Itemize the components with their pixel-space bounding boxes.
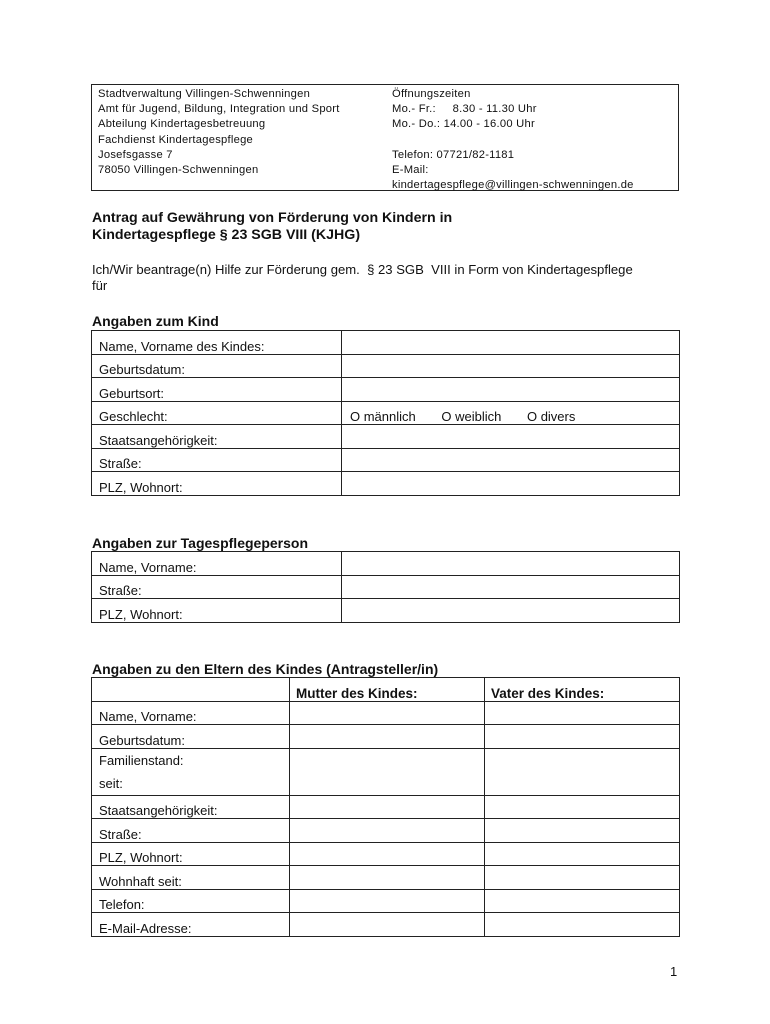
table-row	[92, 795, 680, 819]
table-row	[92, 599, 680, 623]
title-line-2: Kindertagespflege § 23 SGB VIII (KJHG)	[92, 227, 361, 243]
field-label: Name, Vorname des Kindes:	[92, 331, 342, 355]
field-label: Telefon:	[92, 889, 290, 913]
gender-diverse-option[interactable]: O divers	[526, 409, 576, 424]
email-label: E-Mail:	[392, 163, 429, 176]
field-label: Name, Vorname:	[92, 701, 290, 725]
table-row	[92, 331, 680, 355]
field-label: Familienstand:	[99, 752, 184, 768]
agency-address	[98, 87, 384, 178]
address-line: Abteilung Kindertagesbetreuung	[98, 118, 266, 131]
gender-options	[342, 401, 680, 425]
field-label: seit:	[99, 775, 123, 791]
table-row	[92, 575, 680, 599]
opening-hours-modo: Mo.- Do.: 14.00 - 16.00 Uhr	[392, 118, 535, 131]
field-label: Staatsangehörigkeit:	[92, 425, 342, 449]
child-zip-city-input[interactable]	[342, 472, 680, 496]
field-label: Geschlecht:	[92, 401, 342, 425]
child-name-input[interactable]	[342, 331, 680, 355]
gender-female-option[interactable]: O weiblich	[441, 409, 502, 424]
child-nationality-input[interactable]	[342, 425, 680, 449]
father-resident-since-input[interactable]	[485, 866, 680, 890]
page-number: 1	[670, 964, 678, 979]
caregiver-name-input[interactable]	[342, 552, 680, 576]
mother-name-input[interactable]	[290, 701, 485, 725]
table-row	[92, 354, 680, 378]
caregiver-zip-city-input[interactable]	[342, 599, 680, 623]
father-name-input[interactable]	[485, 701, 680, 725]
phone-number: Telefon: 07721/82-1181	[392, 148, 515, 161]
field-label: Straße:	[92, 819, 290, 843]
child-birthdate-input[interactable]	[342, 354, 680, 378]
table-header-row	[92, 678, 680, 702]
field-label: Straße:	[92, 448, 342, 472]
address-line: 78050 Villingen-Schwenningen	[98, 163, 259, 176]
mother-birthdate-input[interactable]	[290, 725, 485, 749]
caregiver-table	[91, 551, 680, 623]
table-row	[92, 552, 680, 576]
field-label: Staatsangehörigkeit:	[92, 795, 290, 819]
father-marital-status-input[interactable]	[485, 748, 680, 795]
section-title-caregiver: Angaben zur Tagespflegeperson	[92, 535, 308, 551]
contact-info	[392, 87, 677, 193]
field-label: PLZ, Wohnort:	[92, 842, 290, 866]
table-row	[92, 448, 680, 472]
field-label: E-Mail-Adresse:	[92, 913, 290, 937]
father-street-input[interactable]	[485, 819, 680, 843]
address-line: Josefsgasse 7	[98, 148, 173, 161]
address-line: Amt für Jugend, Bildung, Integration und Sport	[98, 103, 340, 116]
column-header-father: Vater des Kindes:	[485, 678, 680, 702]
field-label: Geburtsdatum:	[92, 725, 290, 749]
table-row	[92, 701, 680, 725]
email-address: kindertagespflege@villingen-schwenningen.de	[392, 179, 634, 192]
table-row	[92, 866, 680, 890]
document-title	[92, 210, 692, 244]
mother-street-input[interactable]	[290, 819, 485, 843]
table-row	[92, 889, 680, 913]
mother-resident-since-input[interactable]	[290, 866, 485, 890]
opening-hours-mofr: Mo.- Fr.: 8.30 - 11.30 Uhr	[392, 103, 537, 116]
agency-header-box	[91, 84, 679, 191]
child-street-input[interactable]	[342, 448, 680, 472]
intro-line-2: für	[92, 278, 108, 293]
table-row	[92, 401, 680, 425]
caregiver-street-input[interactable]	[342, 575, 680, 599]
father-zip-city-input[interactable]	[485, 842, 680, 866]
mother-zip-city-input[interactable]	[290, 842, 485, 866]
gender-male-option[interactable]: O männlich	[350, 409, 416, 424]
field-label: Geburtsort:	[92, 378, 342, 402]
father-nationality-input[interactable]	[485, 795, 680, 819]
child-table	[91, 330, 680, 496]
father-phone-input[interactable]	[485, 889, 680, 913]
table-row	[92, 725, 680, 749]
column-header-mother: Mutter des Kindes:	[290, 678, 485, 702]
table-row	[92, 378, 680, 402]
table-row	[92, 842, 680, 866]
father-birthdate-input[interactable]	[485, 725, 680, 749]
table-row	[92, 748, 680, 795]
address-line: Fachdienst Kindertagespflege	[98, 133, 254, 146]
mother-email-input[interactable]	[290, 913, 485, 937]
mother-marital-status-input[interactable]	[290, 748, 485, 795]
section-title-child: Angaben zum Kind	[92, 313, 219, 329]
table-row	[92, 819, 680, 843]
father-email-input[interactable]	[485, 913, 680, 937]
address-line: Stadtverwaltung Villingen-Schwenningen	[98, 88, 311, 100]
intro-line-1: Ich/Wir beantrage(n) Hilfe zur Förderung gem. § 23 SGB VIII in Form von Kindertagespflege	[92, 262, 633, 277]
mother-nationality-input[interactable]	[290, 795, 485, 819]
section-title-parents: Angaben zu den Eltern des Kindes (Antragsteller/in)	[92, 661, 439, 677]
intro-text	[92, 262, 692, 294]
marital-status-cell	[92, 748, 290, 795]
field-label: PLZ, Wohnort:	[92, 599, 342, 623]
opening-hours-title: Öffnungszeiten	[392, 88, 471, 100]
table-row	[92, 913, 680, 937]
table-row	[92, 472, 680, 496]
field-label: Geburtsdatum:	[92, 354, 342, 378]
field-label: PLZ, Wohnort:	[92, 472, 342, 496]
field-label: Wohnhaft seit:	[92, 866, 290, 890]
mother-phone-input[interactable]	[290, 889, 485, 913]
field-label: Name, Vorname:	[92, 552, 342, 576]
child-birthplace-input[interactable]	[342, 378, 680, 402]
table-row	[92, 425, 680, 449]
parents-table	[91, 677, 680, 937]
field-label: Straße:	[92, 575, 342, 599]
title-line-1: Antrag auf Gewährung von Förderung von Kindern in	[92, 210, 453, 226]
